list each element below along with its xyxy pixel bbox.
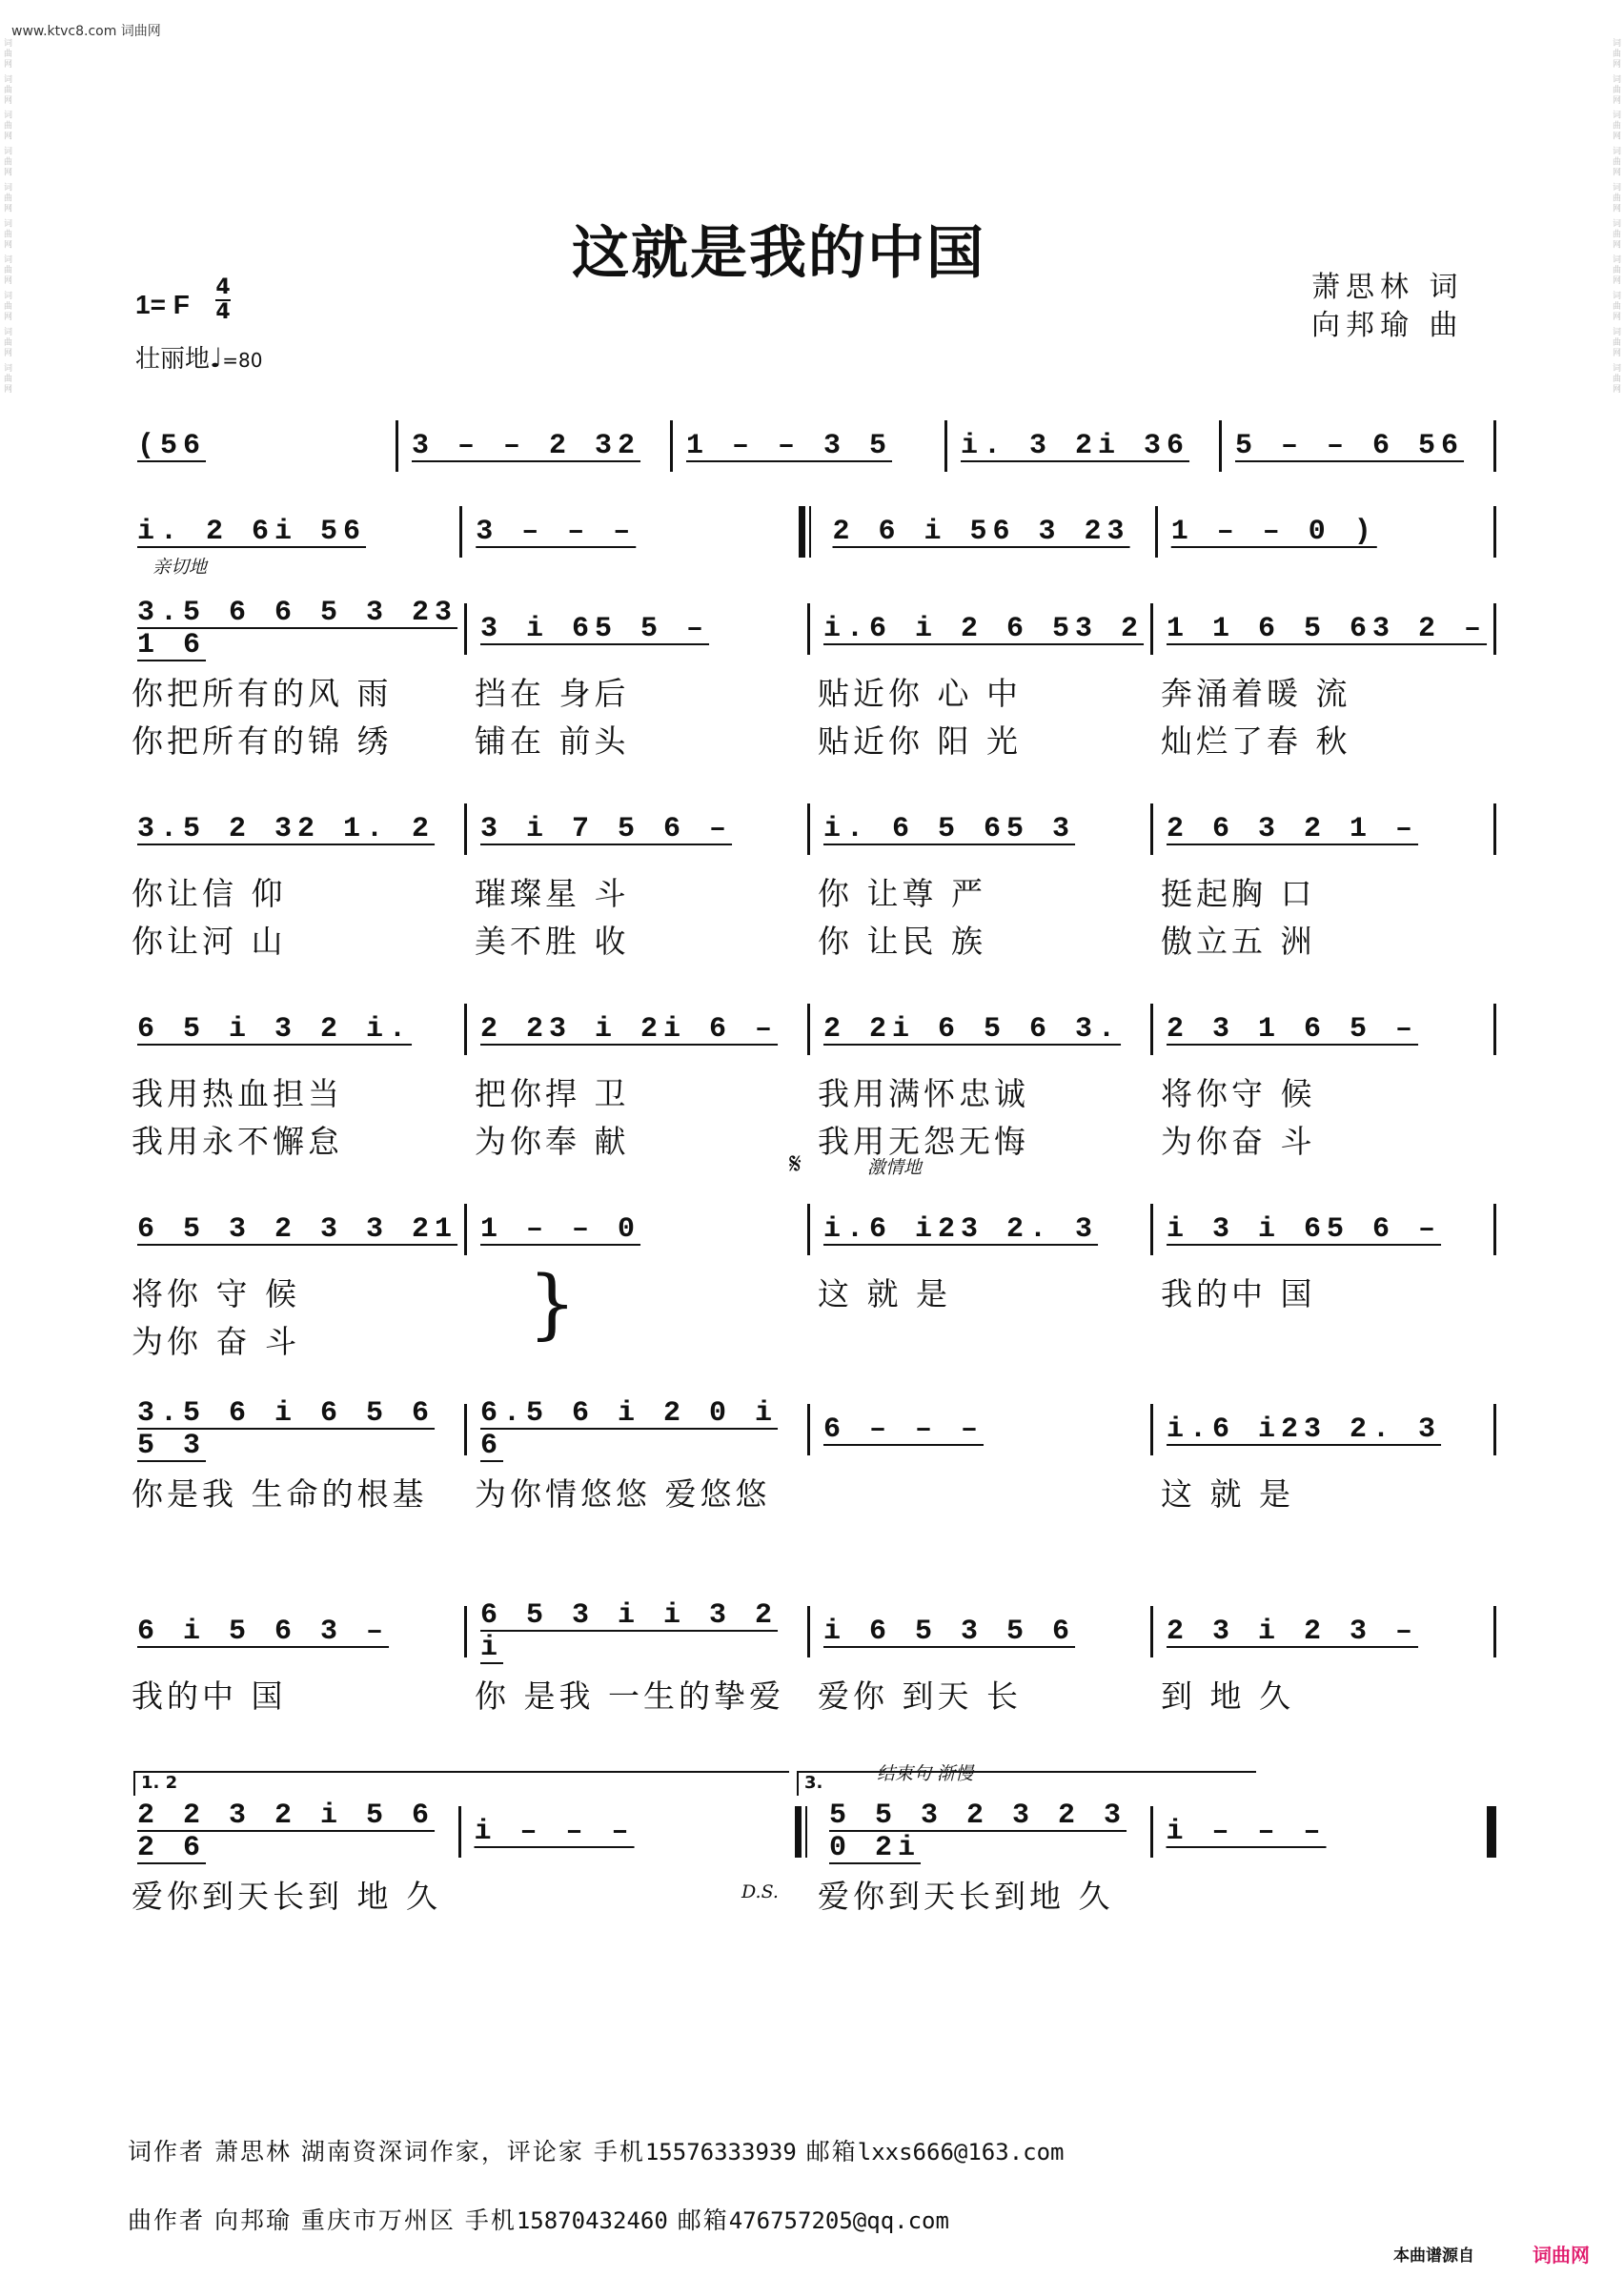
lyric-segment: 你把所有的风 雨: [132, 675, 393, 712]
volta-3: 3.: [797, 1771, 1256, 1796]
lyric-segment: 贴近你 阳 光: [818, 722, 1022, 760]
measure-notes: i. 6 5 65 3: [823, 813, 1076, 845]
lyric-segment: 爱你 到天 长: [818, 1677, 1022, 1715]
barline: [1493, 603, 1496, 655]
lyric-segment: 爱你到天长到 地 久: [132, 1878, 441, 1915]
measure-notes: i.6 i 2 6 53 2: [823, 613, 1145, 645]
measure-notes: 1 – – 0: [480, 1213, 641, 1246]
barline: [1493, 1404, 1496, 1455]
score-system: [124, 1584, 1496, 1756]
score-system: [124, 557, 1496, 760]
measure-notes: 2 2i 6 5 6 3.: [823, 1013, 1122, 1046]
lyric-segment: 爱你到天长到地 久: [818, 1878, 1114, 1915]
song-title: 这就是我的中国: [572, 220, 985, 287]
measure-notes: 1 – – 0 ): [1170, 516, 1377, 548]
lyrics-verse-2: [124, 917, 1496, 960]
lyric-segment: 我用满怀忠诚: [818, 1075, 1029, 1112]
side-watermark-left: 词曲网 词曲网 词曲网 词曲网 词曲网 词曲网 词曲网 词曲网 词曲网 词曲网: [2, 38, 11, 395]
lyric-segment: 挺起胸 口: [1161, 875, 1316, 912]
lyric-segment: 奔涌着暖 流: [1161, 675, 1351, 712]
measure-notes: i.6 i23 2. 3: [1167, 1413, 1442, 1446]
lyric-segment: 为你奋 斗: [1161, 1123, 1316, 1160]
measure-notes: i. 2 6i 56: [137, 516, 367, 548]
measure-notes: i – – –: [474, 1816, 635, 1848]
measure-notes: 2 3 i 2 3 –: [1167, 1616, 1419, 1648]
score-system: [124, 982, 1496, 1160]
lyric-segment: 铺在 前头: [475, 722, 630, 760]
time-signature: 4 4: [215, 275, 231, 324]
repeat-end-barline: [795, 1806, 816, 1858]
barline: [1493, 803, 1496, 855]
score-system: [124, 1382, 1496, 1554]
lyric-brace: }: [528, 1259, 577, 1348]
measure-notes: 2 6 3 2 1 –: [1167, 813, 1419, 845]
measure-notes: i. 3 2i 36: [961, 430, 1190, 462]
measure-notes: i.6 i23 2. 3: [823, 1213, 1099, 1246]
composer-contact: 曲作者 向邦瑜 重庆市万州区 手机15870432460 邮箱476757205@qq.com: [128, 2206, 949, 2234]
notes-row: [124, 1397, 1496, 1462]
measure-notes: 3 – – 2 32: [412, 430, 641, 462]
lyric-segment: 为你奉 献: [475, 1123, 630, 1160]
final-barline: [1487, 1806, 1496, 1858]
notes-row: [124, 597, 1496, 661]
measure-notes: i – – –: [1166, 1816, 1327, 1848]
measure-notes: i 6 5 3 5 6: [823, 1616, 1076, 1648]
notes-row: [124, 513, 1496, 551]
lyric-segment: 璀璨星 斗: [475, 875, 630, 912]
measure-notes: 2 23 i 2i 6 –: [480, 1013, 779, 1046]
lyrics-verse-1: [124, 1069, 1496, 1112]
lyrics-verse-1: [124, 1672, 1496, 1715]
notes-row: [124, 1210, 1496, 1249]
site-header-text: www.ktvc8.com 词曲网: [11, 24, 161, 39]
expression-marking: 激情地: [867, 1157, 923, 1178]
lyric-segment: 这 就 是: [818, 1275, 951, 1312]
lyrics-verse-2: [124, 1317, 1496, 1360]
measure-notes: 2 3 1 6 5 –: [1167, 1013, 1419, 1046]
measure-notes: 3.5 2 32 1. 2: [137, 813, 436, 845]
barline: [1493, 420, 1496, 472]
lyric-segment: 你 让尊 严: [818, 875, 986, 912]
lyric-segment: 你让河 山: [132, 923, 287, 960]
lyric-segment: 你让信 仰: [132, 875, 287, 912]
lyric-segment: 贴近你 心 中: [818, 675, 1022, 712]
notes-row: [124, 1799, 1496, 1864]
lyric-segment: 我用热血担当: [132, 1075, 343, 1112]
lyrics-verse-1: [124, 1470, 1496, 1513]
measure-notes: 5 – – 6 56: [1235, 430, 1465, 462]
lyric-segment: [467, 1270, 810, 1306]
measure-notes: 6 – – –: [823, 1413, 985, 1446]
measure-notes: 3 i 65 5 –: [480, 613, 710, 645]
measure-notes: 6 5 i 3 2 i.: [137, 1013, 413, 1046]
measure-notes: i 3 i 65 6 –: [1167, 1213, 1442, 1246]
lyric-segment: 到 地 久: [1161, 1677, 1294, 1715]
expression-marking: 结束句 渐慢: [877, 1763, 974, 1784]
lyric-segment: 我的中 国: [1161, 1275, 1316, 1312]
measure-notes: 6 i 5 6 3 –: [137, 1616, 390, 1648]
lyric-segment: 你 让民 族: [818, 923, 986, 960]
lyric-segment: 我用永不懈怠: [132, 1123, 343, 1160]
measure-notes: 2 6 i 56 3 23: [832, 516, 1130, 548]
side-watermark-right: 词曲网 词曲网 词曲网 词曲网 词曲网 词曲网 词曲网 词曲网 词曲网 词曲网: [1611, 38, 1620, 395]
notes-row: [124, 427, 1496, 465]
measure-notes: 6 5 3 2 3 3 21: [137, 1213, 458, 1246]
measure-notes: 3 – – –: [476, 516, 637, 548]
measure-notes: 2 2 3 2 i 5 6 2 6: [137, 1799, 436, 1864]
measure-notes: 3.5 6 6 5 3 23 1 6: [137, 597, 458, 661]
lyric-segment: [467, 1317, 810, 1353]
lyricist-credit: 萧思林 词: [1311, 271, 1464, 304]
lyric-segment: [810, 1317, 1153, 1353]
score-system: [124, 1148, 1496, 1360]
lyricist-contact: 词作者 萧思林 湖南资深词作家，评论家 手机15576333939 邮箱lxxs666@163.com: [128, 2138, 1065, 2165]
measure-notes: 6.5 6 i 2 0 i 6: [480, 1397, 779, 1462]
lyric-segment: 这 就 是: [1161, 1475, 1294, 1513]
key-signature: 1= F: [135, 290, 190, 319]
composer-credit: 向邦瑜 曲: [1311, 309, 1464, 342]
score-system: [124, 1763, 1496, 1956]
score-system: [124, 782, 1496, 960]
barline: [1493, 1606, 1496, 1657]
lyrics-verse-1: [124, 869, 1496, 912]
lyric-segment: 傲立五 洲: [1161, 923, 1316, 960]
lyric-segment: 我用无怨无悔: [818, 1123, 1029, 1160]
tempo-marking: 壮丽地♩=80: [135, 342, 263, 374]
lyrics-verse-2: [124, 717, 1496, 760]
notes-row: [124, 1599, 1496, 1664]
source-note: 本曲谱源自: [1393, 2247, 1474, 2266]
lyric-segment: [1153, 1872, 1496, 1908]
lyric-segment: 将你守 候: [1161, 1075, 1316, 1112]
measure-notes: 1 1 6 5 63 2 –: [1167, 613, 1488, 645]
lyric-segment: 灿烂了春 秋: [1161, 722, 1351, 760]
lyrics-verse-1: [124, 1872, 1496, 1915]
notes-row: [124, 810, 1496, 848]
lyric-segment: [810, 1470, 1153, 1506]
lyric-segment: 美不胜 收: [475, 923, 630, 960]
notes-row: [124, 1010, 1496, 1048]
lyric-segment: 为你 奋 斗: [132, 1323, 300, 1360]
measure-notes: 6 5 3 i i 3 2 i: [480, 1599, 779, 1664]
repeat-start-barline: [799, 506, 820, 558]
source-logo: 词曲网: [1533, 2244, 1590, 2267]
lyric-segment: 挡在 身后: [475, 675, 630, 712]
dal-segno-marking: D.S.: [741, 1881, 779, 1902]
volta-1-2: 1. 2: [133, 1771, 789, 1796]
lyric-segment: 你把所有的锦 绣: [132, 722, 393, 760]
lyric-segment: 为你情悠悠 爱悠悠: [475, 1475, 771, 1513]
lyric-segment: 你是我 生命的根基: [132, 1475, 428, 1513]
measure-notes: (56: [137, 430, 207, 462]
lyric-segment: 你 是我 一生的挚爱: [475, 1677, 784, 1715]
lyric-segment: 我的中 国: [132, 1677, 287, 1715]
measure-notes: 5 5 3 2 3 2 3 0 2i: [829, 1799, 1127, 1864]
barline: [1493, 1204, 1496, 1255]
barline: [1493, 506, 1496, 558]
lyrics-verse-1: [124, 669, 1496, 712]
lyric-segment: [1153, 1317, 1496, 1353]
lyrics-verse-1: [124, 1270, 1496, 1312]
lyric-segment: 把你捍 卫: [475, 1075, 630, 1112]
expression-marking: 亲切地: [152, 557, 208, 578]
lyrics-verse-2: [124, 1117, 1496, 1160]
barline: [1493, 1004, 1496, 1055]
segno-sign: 𝄋: [789, 1148, 802, 1181]
measure-notes: 3.5 6 i 6 5 6 5 3: [137, 1397, 436, 1462]
lyric-segment: 将你 守 候: [132, 1275, 300, 1312]
measure-notes: 1 – – 3 5: [686, 430, 893, 462]
measure-notes: 3 i 7 5 6 –: [480, 813, 733, 845]
